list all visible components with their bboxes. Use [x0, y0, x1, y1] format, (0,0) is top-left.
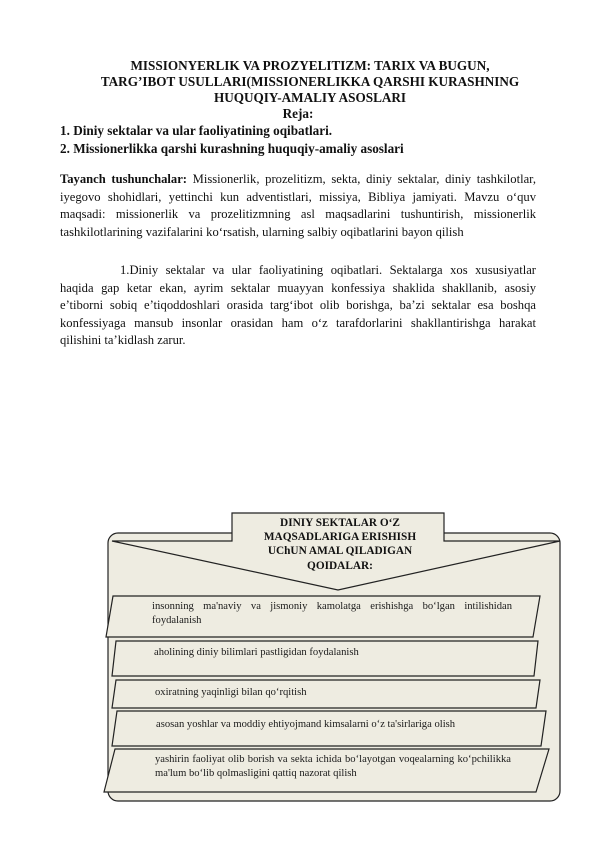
- plan-item: 2. Missionerlikka qarshi kurashning huquqiy-amaliy asoslari: [60, 141, 404, 156]
- title-line: TARG’IBOT USULLARI(MISSIONERLIKKA QARSHI KURASHNING: [100, 74, 520, 89]
- title-line: HUQUQIY-AMALIY ASOSLARI: [213, 90, 407, 105]
- key-terms-text: Missionerlik, prozelitizm, sekta, diniy sektalar, diniy tashkilotlar, iyegovo shohidlari, yettinchi kun adventistlari, missiya, Bibliya jamiyati. Mavzu o‘quv maqsadi: missionerlik va prozelitizmning asl maqsadlarini tushuntirish, missionerlik tashkilotlarining vazifalarini ko‘rsatish, ularning salbiy oqibatlarini bayon qilish: [60, 172, 536, 239]
- plan-heading: Reja:: [282, 106, 314, 121]
- rule-text: oxiratning yaqinligi bilan qo‘rqitish: [155, 687, 307, 698]
- header-line: MAQSADLARIGA ERISHISH: [263, 531, 417, 544]
- plan-item: 1. Diniy sektalar va ular faoliyatining oqibatlari.: [60, 123, 333, 138]
- diagram-header: [240, 516, 440, 573]
- header-line: QOIDALAR:: [307, 559, 373, 572]
- section-paragraph: 1.Diniy sektalar va ular faoliyatining oqibatlari. Sektalarga xos xususiyatlar haqida gap ketar ekan, ayrim sektalar muayyan konfessiya shaklida shakllanib, asosiy e’tiborni sobiq e’tiqoddoshlari orasida targ‘ibot olib borishga, ba’zi sektalar esa boshqa konfessiyaga mansub insonlar orasidan ham o‘z tarafdorlarini shakllantirishga harakat qilishini ta’kidlash zarur.: [60, 263, 536, 348]
- rule-text: aholining diniy bilimlari pastligidan foydalanish: [154, 647, 359, 658]
- header-line: DINIY SEKTALAR O‘Z: [280, 517, 400, 529]
- title-line: MISSIONYERLIK VA PROZYELITIZM: TARIX VA BUGUN,: [130, 58, 490, 73]
- key-terms-label: Tayanch tushunchalar:: [60, 172, 187, 186]
- header-line: UChUN AMAL QILADIGAN: [267, 545, 413, 558]
- rule-text: yashirin faoliyat olib borish va sekta ichida bo‘layotgan voqealarning ko‘pchilikka ma'lum bo‘lib qolmasligini qattiq nazorat qilish: [155, 754, 511, 779]
- rule-text: asosan yoshlar va moddiy ehtiyojmand kimsalarni o‘z ta'sirlariga olish: [156, 719, 456, 730]
- rule-text: insonning ma'naviy va jismoniy kamolatga erishishga bo‘lgan intilishidan foydalanish: [152, 601, 512, 626]
